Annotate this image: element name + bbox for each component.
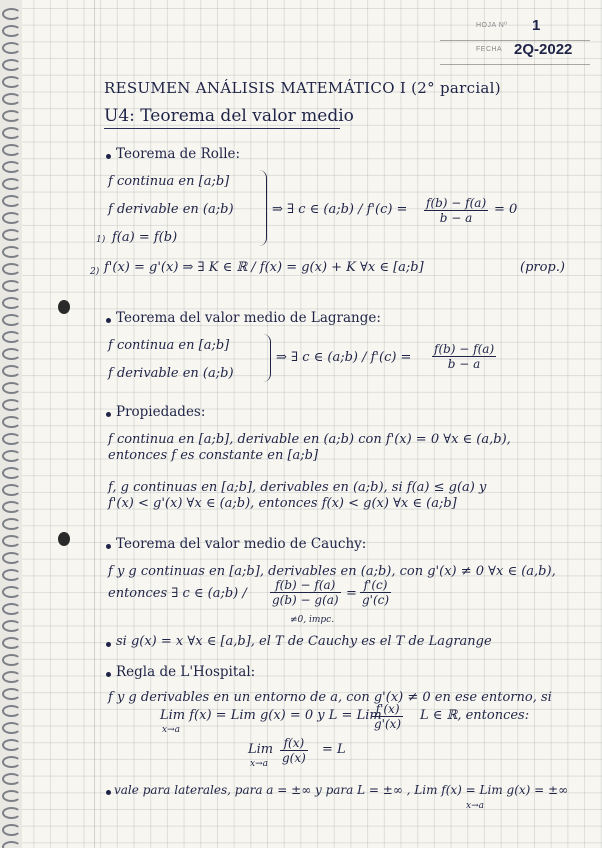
fecha-value: 2Q-2022 xyxy=(514,41,573,58)
hospital-conclusion-denominator: g(x) xyxy=(282,751,306,765)
rolle-heading: Teorema de Rolle: xyxy=(116,146,241,162)
punch-hole-top xyxy=(58,300,70,314)
lagrange-cond-2: f derivable en (a;b) xyxy=(108,366,234,381)
spiral-ring xyxy=(2,331,21,343)
spiral-ring xyxy=(2,688,21,700)
rolle-cond-2: f derivable en (a;b) xyxy=(108,202,234,217)
lagrange-fraction-denominator: b − a xyxy=(447,357,481,371)
spiral-binding xyxy=(0,0,22,848)
rolle-cond-1: f continua en [a;b] xyxy=(108,174,230,189)
rolle-fraction-denominator: b − a xyxy=(439,211,473,225)
rolle-cond-3-number: 1) xyxy=(96,235,106,245)
spiral-ring xyxy=(2,212,21,224)
spiral-ring xyxy=(2,433,21,445)
hospital-derivative-fraction xyxy=(372,702,403,731)
hospital-laterales-subscript: x→a xyxy=(466,801,484,811)
spiral-ring xyxy=(2,399,21,411)
spiral-ring xyxy=(2,297,21,309)
spiral-ring xyxy=(2,518,21,530)
spiral-ring xyxy=(2,178,21,190)
cauchy-fraction-1-numerator: f(b) − f(a) xyxy=(270,578,341,593)
cauchy-equals: = xyxy=(346,586,357,601)
spiral-ring xyxy=(2,654,21,666)
hospital-heading: Regla de L'Hospital: xyxy=(116,664,256,680)
hospital-conclusion-numerator: f(x) xyxy=(280,736,308,751)
spiral-ring xyxy=(2,739,21,751)
hospital-line-2-end: L ∈ ℝ, entonces: xyxy=(420,708,530,723)
rolle-cond-3: f(a) = f(b) xyxy=(112,230,178,245)
spiral-ring xyxy=(2,348,21,360)
cauchy-fraction-1-denominator: g(b) − g(a) xyxy=(272,593,339,607)
hospital-conclusion-lim: Lim xyxy=(248,742,274,757)
cauchy-line-1: f y g continuas en [a;b], derivables en (a;b), con g'(x) ≠ 0 ∀x ∈ (a,b), xyxy=(108,564,556,579)
cauchy-heading: Teorema del valor medio de Cauchy: xyxy=(116,536,367,552)
cauchy-fraction-2 xyxy=(360,578,391,607)
spiral-ring xyxy=(2,569,21,581)
propiedad-1-line-1: f continua en [a;b], derivable en (a;b) con f'(x) = 0 ∀x ∈ (a,b), xyxy=(108,432,511,447)
rolle-corollary: f'(x) = g'(x) ⇒ ∃ K ∈ ℝ / f(x) = g(x) + K ∀x ∈ [a;b] xyxy=(104,260,424,275)
lagrange-cond-1: f continua en [a;b] xyxy=(108,338,230,353)
lagrange-result-fraction xyxy=(432,342,496,371)
rolle-result-lhs: ⇒ ∃ c ∈ (a;b) / f'(c) = xyxy=(272,202,408,217)
hospital-fraction-numerator: f'(x) xyxy=(372,702,403,717)
spiral-ring xyxy=(2,535,21,547)
spiral-ring xyxy=(2,161,21,173)
lagrange-result-lhs: ⇒ ∃ c ∈ (a;b) / f'(c) = xyxy=(276,350,412,365)
fecha-label: FECHA xyxy=(476,46,503,53)
bullet-cauchy-lagrange xyxy=(106,642,111,647)
hospital-conclusion-result: = L xyxy=(322,742,346,757)
spiral-ring xyxy=(2,25,21,37)
hospital-limit-subscript: x→a xyxy=(162,725,180,735)
hospital-conclusion-fraction xyxy=(280,736,308,765)
propiedad-2-line-1: f, g continuas en [a;b], derivables en (a;b), si f(a) ≤ g(a) y xyxy=(108,480,487,495)
cauchy-fraction-2-denominator: g'(c) xyxy=(362,593,390,607)
hoja-label: HOJA Nº xyxy=(476,22,508,29)
rolle-brace xyxy=(258,170,267,246)
spiral-ring xyxy=(2,620,21,632)
rolle-fraction-numerator: f(b) − f(a) xyxy=(426,196,487,210)
margin-line xyxy=(94,0,95,848)
cauchy-fraction-2-numerator: f'(c) xyxy=(360,578,391,593)
cauchy-fraction-1 xyxy=(270,578,341,607)
propiedad-2-line-2: f'(x) < g'(x) ∀x ∈ (a;b), entonces f(x) < g(x) ∀x ∈ (a;b] xyxy=(108,496,457,511)
spiral-ring xyxy=(2,280,21,292)
spiral-ring xyxy=(2,790,21,802)
spiral-ring xyxy=(2,416,21,428)
page-title: RESUMEN ANÁLISIS MATEMÁTICO I (2° parcial) xyxy=(104,79,501,97)
propiedades-heading: Propiedades: xyxy=(116,404,206,420)
rolle-result-rhs: = 0 xyxy=(494,202,518,217)
hospital-line-2: Lim f(x) = Lim g(x) = 0 y L = Lim xyxy=(160,708,382,723)
spiral-ring xyxy=(2,93,21,105)
spiral-ring xyxy=(2,824,21,836)
spiral-ring xyxy=(2,42,21,54)
unit-heading: U4: Teorema del valor medio xyxy=(104,106,354,126)
spiral-ring xyxy=(2,705,21,717)
spiral-ring xyxy=(2,229,21,241)
spiral-ring xyxy=(2,807,21,819)
fecha-row xyxy=(440,41,590,65)
bullet-propiedades xyxy=(106,412,111,417)
hoja-row xyxy=(440,17,590,41)
spiral-ring xyxy=(2,365,21,377)
spiral-ring xyxy=(2,773,21,785)
spiral-ring xyxy=(2,552,21,564)
spiral-ring xyxy=(2,484,21,496)
spiral-ring xyxy=(2,195,21,207)
spiral-ring xyxy=(2,314,21,326)
spiral-ring xyxy=(2,756,21,768)
spiral-ring xyxy=(2,586,21,598)
hospital-line-1: f y g derivables en un entorno de a, con g'(x) ≠ 0 en ese entorno, si xyxy=(108,690,552,705)
hospital-conclusion-subscript: x→a xyxy=(250,759,268,769)
spiral-ring xyxy=(2,501,21,513)
unit-underline xyxy=(104,128,340,129)
propiedad-1-line-2: entonces f es constante en [a;b] xyxy=(108,448,319,463)
bullet-cauchy xyxy=(106,544,111,549)
rolle-line2-number: 2) xyxy=(90,267,100,277)
hospital-fraction-denominator: g'(x) xyxy=(374,717,402,731)
cauchy-note: ≠0, impc. xyxy=(290,615,335,625)
bullet-rolle xyxy=(106,154,111,159)
spiral-ring xyxy=(2,637,21,649)
lagrange-heading: Teorema del valor medio de Lagrange: xyxy=(116,310,381,326)
spiral-ring xyxy=(2,144,21,156)
lagrange-brace xyxy=(262,334,271,382)
hospital-laterales: vale para laterales, para a = ±∞ y para L = ±∞ , Lim f(x) = Lim g(x) = ±∞ xyxy=(114,783,569,797)
spiral-ring xyxy=(2,246,21,258)
spiral-ring xyxy=(2,263,21,275)
spiral-ring xyxy=(2,110,21,122)
bullet-hospital xyxy=(106,672,111,677)
spiral-ring xyxy=(2,76,21,88)
rolle-corollary-note: (prop.) xyxy=(520,260,565,275)
spiral-ring xyxy=(2,450,21,462)
bullet-hospital-laterales xyxy=(106,790,111,795)
spiral-ring xyxy=(2,467,21,479)
rolle-result-fraction xyxy=(424,196,488,225)
bullet-lagrange xyxy=(106,318,111,323)
page-header-box xyxy=(440,16,590,64)
punch-hole-bottom xyxy=(58,532,70,546)
hoja-value: 1 xyxy=(532,17,541,34)
spiral-ring xyxy=(2,382,21,394)
spiral-ring xyxy=(2,671,21,683)
spiral-ring xyxy=(2,722,21,734)
spiral-ring xyxy=(2,841,21,848)
spiral-ring xyxy=(2,8,21,20)
lagrange-fraction-numerator: f(b) − f(a) xyxy=(434,342,495,356)
spiral-ring xyxy=(2,59,21,71)
cauchy-lagrange-relation: si g(x) = x ∀x ∈ [a,b], el T de Cauchy es el T de Lagrange xyxy=(116,634,492,649)
spiral-ring xyxy=(2,603,21,615)
cauchy-line-2: entonces ∃ c ∈ (a;b) / xyxy=(108,586,247,601)
spiral-ring xyxy=(2,127,21,139)
